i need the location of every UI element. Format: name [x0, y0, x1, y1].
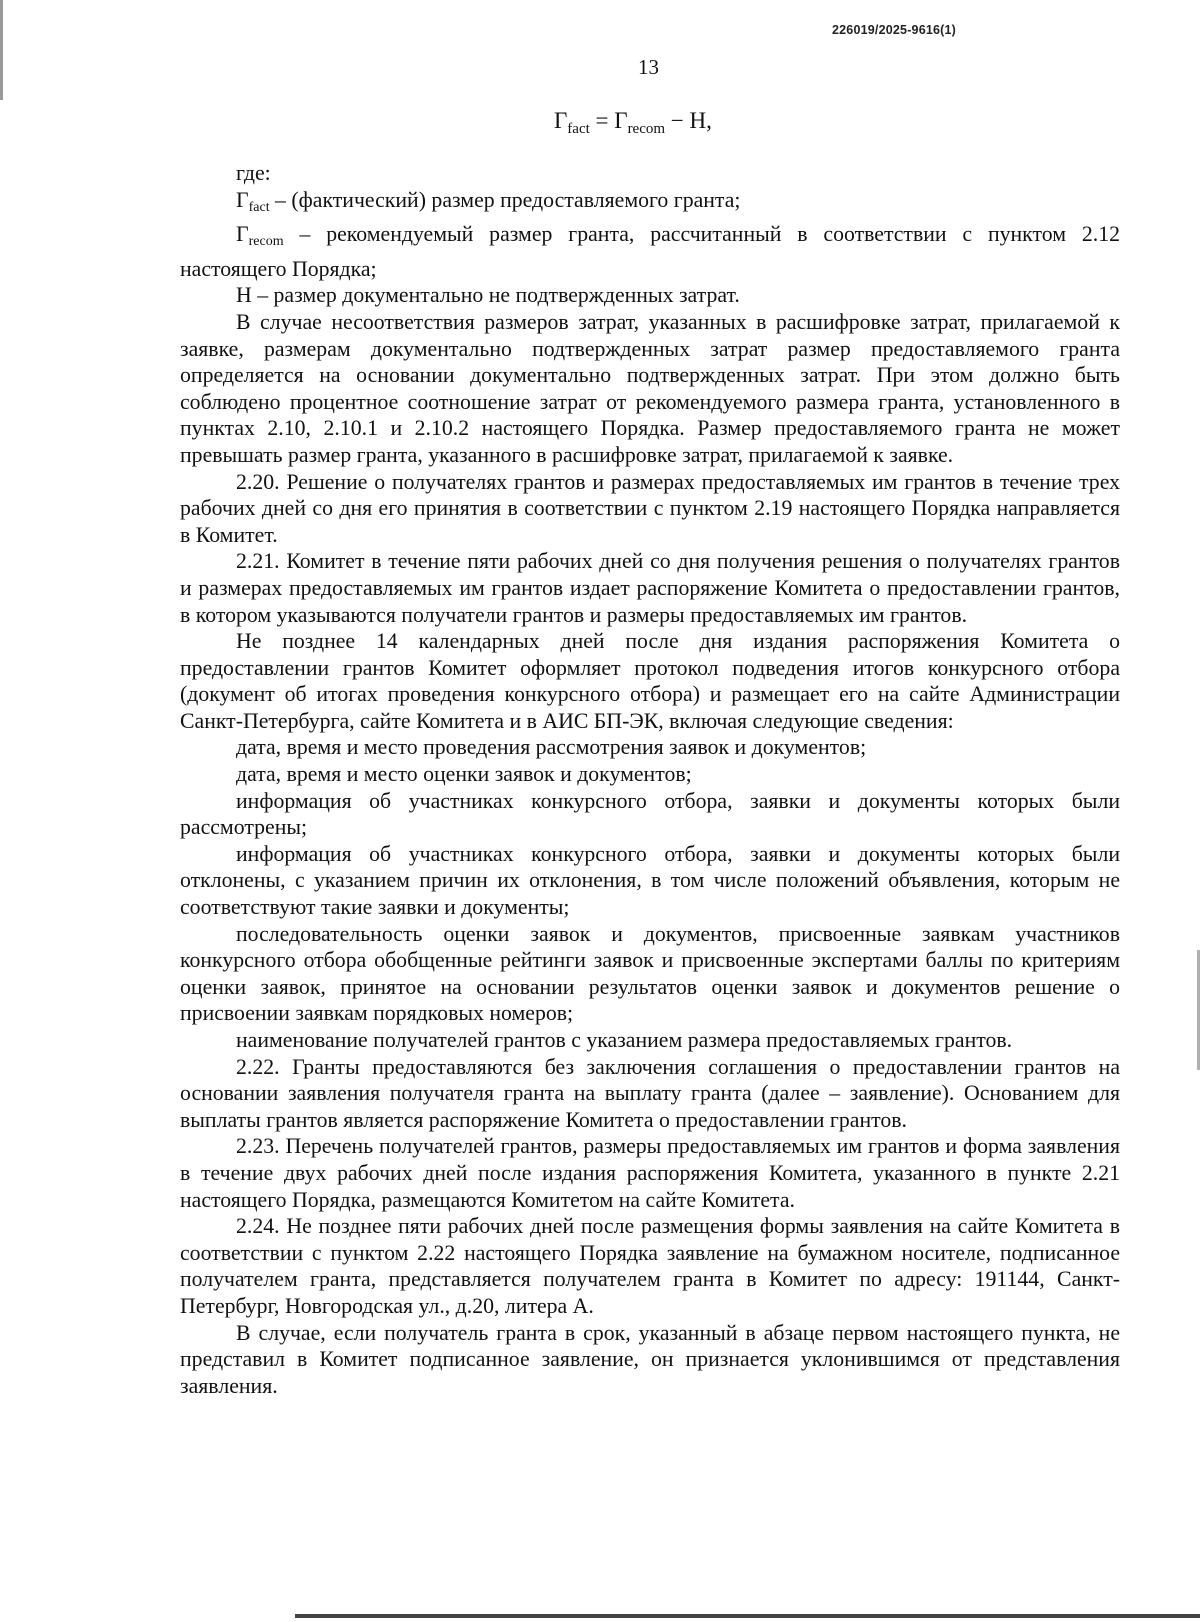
scan-bottom-edge — [295, 1614, 1200, 1618]
list-item: наименование получателей грантов с указанием размера предоставляемых грантов. — [236, 1028, 1013, 1052]
paragraph: В случае несоответствия размеров затрат, указанных в расшифровке затрат, прилагаемой к заявке, размерам документально подтвержденных затрат размер предоставляемого гранта определяется на основании документально подтвержденных затрат. При этом должно быть соблюдено процентное соотношение затрат от рекомендуемого размера гранта, установленного в пунктах 2.10, 2.10.1 и 2.10.2 настоящего Порядка. Размер предоставляемого гранта не может превышать размер гранта, указанного в расшифровке затрат, прилагаемой к заявке. — [180, 309, 1120, 467]
page-number: 13 — [638, 55, 659, 79]
list-item: информация об участниках конкурсного отбора, заявки и документы которых были отклонены, с указанием причин их отклонения, в том числе положений объявления, которым не соответствуют такие заявки и документы; — [180, 841, 1120, 920]
definition-recom-symbol: Г — [236, 222, 249, 247]
scan-edge-left — [0, 0, 3, 100]
where-label: где: — [236, 161, 271, 185]
paragraph-2-22: 2.22. Гранты предоставляются без заключения соглашения о предоставлении грантов на основании заявления получателя гранта на выплату гранта (далее – заявление). Основанием для выплаты грантов является распоряжение Комитета о предоставлении грантов. — [180, 1054, 1120, 1132]
formula-lhs: Г — [554, 108, 568, 133]
formula-equals: = — [589, 108, 615, 133]
definition-recom — [180, 221, 1120, 282]
document-body — [180, 160, 1120, 1399]
document-number: 226019/2025-9616(1) — [832, 23, 957, 37]
paragraph: В случае, если получатель гранта в срок, указанный в абзаце первом настоящего пункта, не представил в Комитет подписанное заявление, он признается уклонившимся от представления заявления. — [180, 1320, 1120, 1398]
definition-fact — [180, 187, 1120, 222]
definition-fact-symbol: Г — [236, 187, 249, 212]
list-item: последовательность оценки заявок и документов, присвоенные заявкам участников конкурсного отбора обобщенные рейтинги заявок и присвоенные экспертами баллы по критериям оценки заявок, принятое на основании результатов оценки заявок и документов решение о присвоении заявкам порядковых номеров; — [180, 921, 1120, 1026]
formula-rhs-subscript: recom — [627, 121, 666, 137]
formula-rhs: Г — [614, 108, 628, 133]
paragraph-2-23: 2.23. Перечень получателей грантов, размеры предоставляемых им грантов и форма заявления в течение двух рабочих дней после издания распоряжения Комитета, указанного в пункте 2.21 настоящего Порядка, размещаются Комитетом на сайте Комитета. — [180, 1134, 1120, 1212]
list-item: дата, время и место оценки заявок и документов; — [236, 762, 692, 787]
list-item: информация об участниках конкурсного отбора, заявки и документы которых были рассмотрены; — [180, 788, 1120, 840]
formula-tail: − Н, — [665, 108, 712, 133]
paragraph-2-21: 2.21. Комитет в течение пяти рабочих дней со дня получения решения о получателях грантов и размерах предоставляемых им грантов издает распоряжение Комитета о предоставлении грантов, в котором указываются получатели грантов и размеры предоставляемых им грантов. — [180, 549, 1120, 627]
definition-fact-subscript: fact — [248, 199, 270, 215]
paragraph-2-24: 2.24. Не позднее пяти рабочих дней после размещения формы заявления на сайте Комитета в соответствии с пунктом 2.22 настоящего Порядка заявление на бумажном носителе, подписанное получателем гранта, представляется получателем гранта в Комитет по адресу: 191144, Санкт-Петербург, Новгородская ул., д.20, литера А. — [180, 1214, 1120, 1318]
definition-h: Н – размер документально не подтвержденных затрат. — [236, 283, 740, 308]
definition-fact-text: – (фактический) размер предоставляемого гранта; — [269, 187, 741, 212]
definition-recom-text: – рекомендуемый размер гранта, рассчитанный в соответствии с пунктом 2.12 настоящего Порядка; — [180, 222, 1120, 281]
paragraph-2-20: 2.20. Решение о получателях грантов и размерах предоставляемых им грантов в течение трех рабочих дней со дня его принятия в соответствии с пунктом 2.19 настоящего Порядка направляется в Комитет. — [180, 469, 1120, 547]
definition-recom-subscript: recom — [248, 234, 284, 250]
formula-lhs-subscript: fact — [567, 121, 590, 137]
paragraph: Не позднее 14 календарных дней после дня издания распоряжения Комитета о предоставлении грантов Комитет оформляет протокол подведения итогов конкурсного отбора (документ об итогах проведения конкурсного отбора) и размещает его на сайте Администрации Санкт-Петербурга, сайте Комитета и в АИС БП-ЭК, включая следующие сведения: — [180, 629, 1120, 733]
list-item: дата, время и место проведения рассмотрения заявок и документов; — [236, 735, 867, 760]
grant-formula — [554, 108, 712, 138]
